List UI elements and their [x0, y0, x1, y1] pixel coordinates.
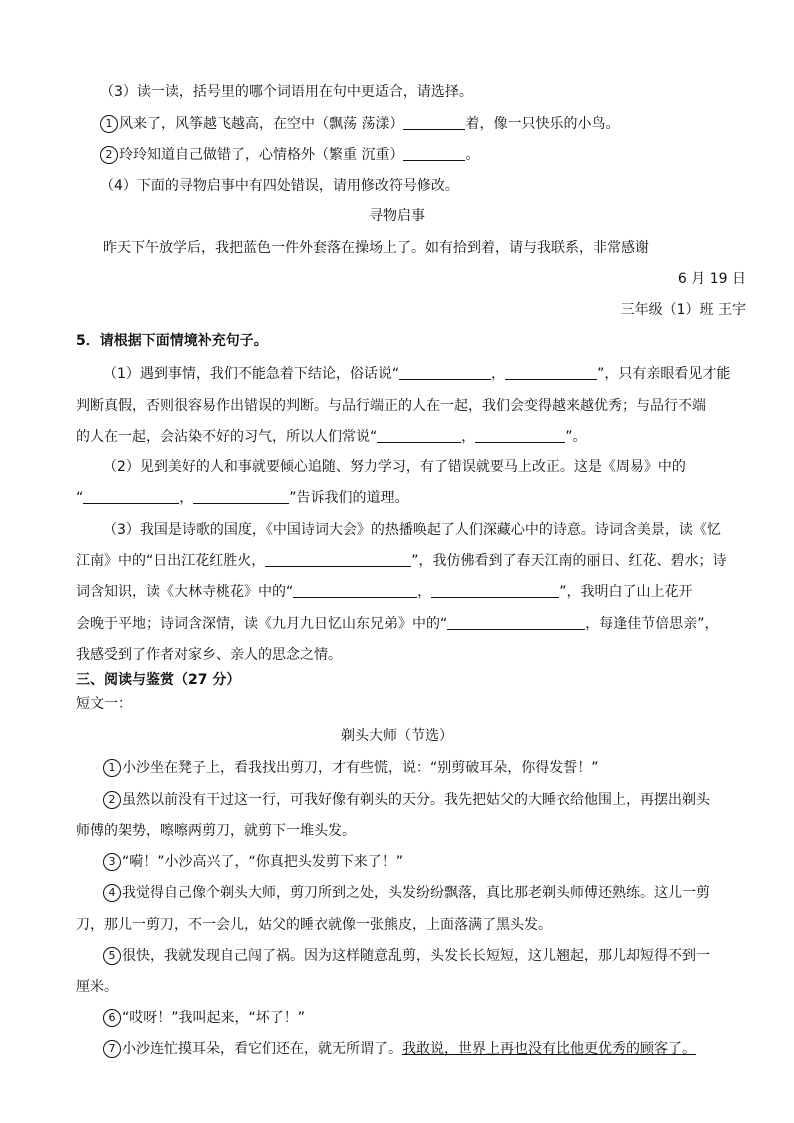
passage-para-2-cont: 师傅的架势，嚓嚓两剪刀，就剪下一堆头发。: [76, 823, 356, 839]
q3-item-2-text: 玲玲知道自己做错了，心情格外（繁重 沉重）: [119, 147, 404, 163]
answer-blank[interactable]: [447, 615, 585, 630]
notice-date: 6 月 19 日: [677, 271, 746, 287]
text: “嗬！”小沙高兴了，“你真把头发剪下来了！”: [122, 854, 404, 870]
answer-blank[interactable]: [83, 489, 179, 504]
q5-p3-line1: （3）我国是诗歌的国度，《中国诗词大会》的热播唤起了人们深藏心中的诗意。诗词含美景，读《忆: [103, 522, 721, 538]
q5-p3-line5: 我感受到了作者对家乡、亲人的思念之情。: [76, 647, 342, 663]
circled-number: 6: [103, 1009, 121, 1027]
text: 我觉得自己像个剃头大师，剪刀所到之处，头发纷纷飘落，真比那老剃头师傅还熟练。这儿一剪: [122, 885, 710, 901]
text: ”告诉我们的道理。: [289, 490, 409, 506]
passage-para-4-cont: 刀，那儿一剪刀，不一会儿，姑父的睡衣就像一张熊皮，上面落满了黑头发。: [76, 917, 552, 933]
q5-heading: 5．请根据下面情境补充句子。: [76, 333, 268, 349]
q5-p3-line4: [76, 614, 719, 634]
text: ”，只有亲眼看见才能: [597, 366, 731, 382]
text: 会晚于平地；诗词含深情，读《九月九日忆山东兄弟》中的“: [76, 616, 448, 632]
text: ，: [491, 366, 506, 382]
text: 小沙坐在凳子上，看我找出剪刀，才有些慌，说：“别剪破耳朵，你得发誓！”: [122, 760, 599, 776]
q4-prompt: （4）下面的寻物启事中有四处错误，请用修改符号修改。: [100, 178, 459, 194]
answer-blank[interactable]: [193, 489, 289, 504]
text: ，: [417, 584, 432, 600]
answer-blank[interactable]: [293, 583, 417, 598]
text: 虽然以前没有干过这一行，可我好像有剃头的天分。我先把姑父的大睡衣给他围上，再摆出剃头: [122, 792, 710, 808]
passage-para-5-cont: 厘米。: [76, 979, 118, 995]
text: ，: [179, 490, 194, 506]
section-heading: 三、阅读与鉴赏（27 分）: [76, 672, 241, 688]
circled-number: 5: [103, 947, 121, 965]
text: ，每逢佳节倍思亲”，: [585, 616, 719, 632]
q3-item-1-text: 风来了，风筝越飞越高，在空中（飘荡 荡漾）: [119, 116, 404, 132]
answer-blank[interactable]: [403, 146, 465, 161]
text: “: [76, 490, 84, 506]
passage-label: 短文一：: [76, 696, 132, 712]
circled-number: 1: [100, 115, 118, 133]
q5-p2-line1: （2）见到美好的人和事就要倾心追随、努力学习，有了错误就要马上改正。这是《周易》中的: [103, 459, 686, 475]
text: ”，我仿佛看到了春天江南的丽日、红花、碧水；诗: [411, 553, 727, 569]
answer-blank[interactable]: [431, 583, 559, 598]
answer-blank[interactable]: [265, 552, 411, 567]
q3-prompt: （3）读一读，括号里的哪个词语用在句中更适合，请选择。: [100, 84, 473, 100]
passage-para-4: [103, 883, 710, 903]
text: （1）遇到事情，我们不能急着下结论，俗话说“: [103, 366, 400, 382]
circled-number: 2: [103, 791, 121, 809]
text: 的人在一起，会沾染不好的习气，所以人们常说“: [76, 429, 378, 445]
text: ”。: [565, 429, 587, 445]
circled-number: 7: [103, 1040, 121, 1058]
passage-para-5: [103, 946, 710, 966]
passage-para-6: [103, 1008, 305, 1028]
answer-blank[interactable]: [505, 365, 597, 380]
q5-p1-line1: [103, 364, 730, 384]
answer-blank[interactable]: [377, 428, 461, 443]
underlined-sentence: 我敢说，世界上再也没有比他更优秀的顾客了。: [402, 1041, 696, 1057]
circled-number: 4: [103, 884, 121, 902]
answer-blank[interactable]: [403, 115, 465, 130]
text: 词含知识，读《大林寺桃花》中的“: [76, 584, 294, 600]
q5-p3-line2: [76, 551, 727, 571]
answer-blank[interactable]: [399, 365, 491, 380]
q3-item-2: [100, 145, 479, 165]
text: “哎呀！”我叫起来，“坏了！”: [122, 1010, 306, 1026]
text: ，: [461, 429, 476, 445]
circled-number: 2: [100, 146, 118, 164]
notice-signer: 三年级（1）班 王宇: [620, 302, 746, 318]
text: ”，我明白了山上花开: [559, 584, 693, 600]
circled-number: 3: [103, 853, 121, 871]
notice-title: 寻物启事: [369, 208, 425, 224]
q5-p3-line3: [76, 582, 693, 602]
q3-item-1-tail: 着，像一只快乐的小鸟。: [465, 116, 620, 132]
passage-title: 剃头大师（节选）: [341, 728, 453, 744]
q5-p1-line3: [76, 427, 587, 447]
q3-item-2-tail: 。: [465, 147, 480, 163]
text: 江南》中的“日出江花红胜火，: [76, 553, 266, 569]
q5-p1-line2: 判断真假，否则很容易作出错误的判断。与品行端正的人在一起，我们会变得越来越优秀；与品行不端: [76, 398, 706, 414]
notice-body: 昨天下午放学后，我把蓝色一件外套落在操场上了。如有拾到着，请与我联系，非常感谢: [103, 240, 649, 256]
text: 很快，我就发现自己闯了祸。因为这样随意乱剪，头发长长短短，这儿翘起，那儿却短得不到一: [122, 948, 710, 964]
passage-para-3: [103, 852, 403, 872]
text: 小沙连忙摸耳朵，看它们还在，就无所谓了。: [122, 1041, 402, 1057]
q5-p2-line2: [76, 488, 409, 508]
circled-number: 1: [103, 759, 121, 777]
answer-blank[interactable]: [475, 428, 565, 443]
q3-item-1: [100, 114, 619, 134]
passage-para-7: [103, 1039, 696, 1059]
passage-para-1: [103, 758, 599, 778]
passage-para-2: [103, 790, 710, 810]
